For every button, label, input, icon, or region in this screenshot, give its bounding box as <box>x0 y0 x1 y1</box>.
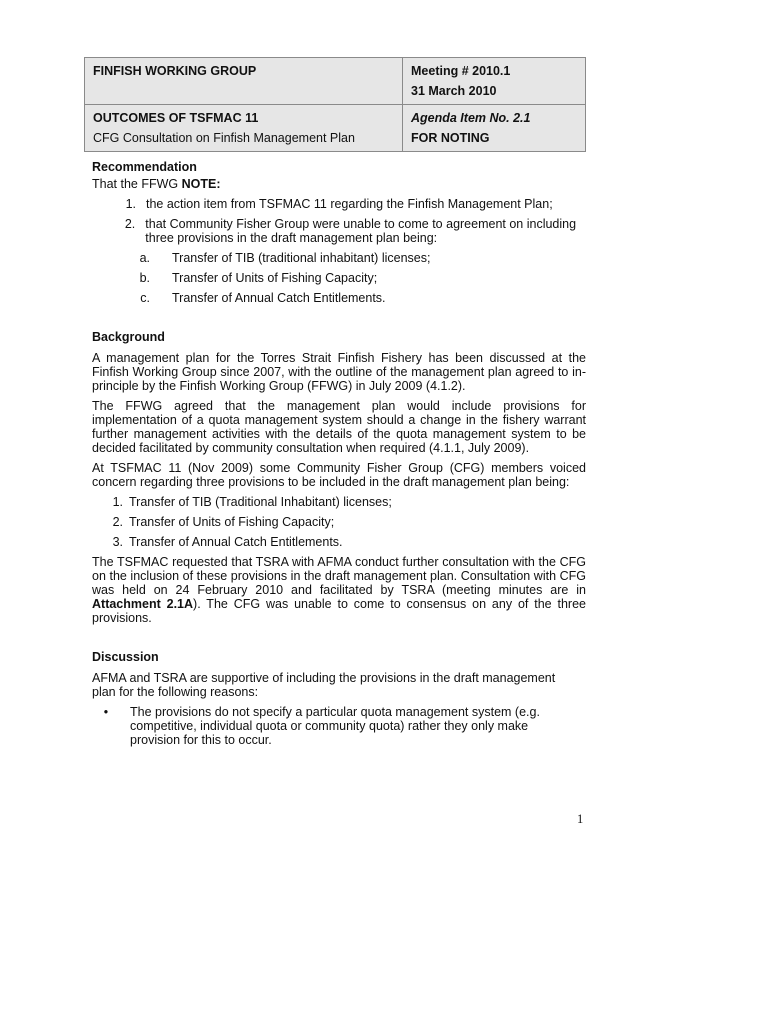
background-paragraph <box>92 555 586 625</box>
recommendation-heading: Recommendation <box>92 160 197 174</box>
list-item <box>92 495 586 509</box>
list-marker: 2. <box>112 515 123 529</box>
list-text: Transfer of Annual Catch Entitlements. <box>129 535 343 549</box>
list-item <box>92 251 586 265</box>
list-text: Transfer of Annual Catch Entitlements. <box>172 291 386 305</box>
list-text: The provisions do not specify a particular quota management system (e.g. competitive, individual quota or community quota) rather they only make provision for this to occur. <box>130 705 540 747</box>
header-meeting-cell <box>403 58 586 105</box>
list-item <box>92 515 586 529</box>
outcomes-title: OUTCOMES OF TSFMAC 11 <box>93 111 259 125</box>
list-item <box>92 271 586 285</box>
meeting-date: 31 March 2010 <box>411 84 497 98</box>
paragraph-text: The TSFMAC requested that TSRA with AFMA conduct further consultation with the CFG on the inclusion of these provisions in the draft management plan. Consultation with CFG was held on 24 February 2010 and facilitated by TSRA (meeting minutes are in <box>92 555 586 597</box>
list-marker: c. <box>140 291 150 305</box>
discussion-heading: Discussion <box>92 650 159 664</box>
working-group-title: FINFISH WORKING GROUP <box>93 64 257 78</box>
list-marker: 2. <box>124 217 136 231</box>
background-paragraph: A management plan for the Torres Strait Finfish Fishery has been discussed at the Finfish Working Group since 2007, with the outline of the management plan agreed to in-principle by the Finfish Working Group (FFWG) in July 2009 (4.1.2). <box>92 351 586 393</box>
list-marker: 3. <box>112 535 123 549</box>
intro-prefix: That the FFWG <box>92 177 182 191</box>
header-group-cell <box>85 58 403 105</box>
recommendation-sublist <box>92 251 586 305</box>
paragraph-text: ). The CFG was unable to come to consensus on any of the three provisions. <box>92 597 586 625</box>
list-item <box>92 197 586 211</box>
background-paragraph: At TSFMAC 11 (Nov 2009) some Community Fisher Group (CFG) members voiced concern regarding three provisions to be included in the draft management plan being: <box>92 461 586 489</box>
background-paragraph: The FFWG agreed that the management plan would include provisions for implementation of a quota management system should a change in the fishery warrant further management activities with the details of the quota management system to be decided facilitated by community consultation when required (4.1.1, July 2009). <box>92 399 586 455</box>
list-item <box>92 217 586 245</box>
recommendation-list <box>92 197 586 245</box>
attachment-reference: Attachment 2.1A <box>92 597 194 611</box>
list-marker: 1. <box>112 495 123 509</box>
list-text: Transfer of Units of Fishing Capacity; <box>172 271 378 285</box>
agenda-item: Agenda Item No. 2.1 <box>411 111 531 125</box>
subject-title: CFG Consultation on Finfish Management Plan <box>93 131 355 145</box>
header-subject-cell <box>85 105 403 152</box>
list-item <box>92 535 586 549</box>
discussion-bullets <box>92 705 586 747</box>
header-table <box>84 57 586 152</box>
list-item <box>92 291 586 305</box>
list-marker: a. <box>139 251 150 265</box>
meeting-number: Meeting # 2010.1 <box>411 64 511 78</box>
for-noting: FOR NOTING <box>411 131 490 145</box>
list-text: Transfer of TIB (Traditional Inhabitant) licenses; <box>129 495 392 509</box>
list-marker: 1. <box>125 197 136 211</box>
list-item <box>92 705 586 747</box>
list-text: Transfer of TIB (traditional inhabitant) licenses; <box>172 251 431 265</box>
list-text: that Community Fisher Group were unable to come to agreement on including three provisions in the draft management plan being: <box>145 217 577 245</box>
provisions-list <box>92 495 586 549</box>
list-text: Transfer of Units of Fishing Capacity; <box>129 515 335 529</box>
list-text: the action item from TSFMAC 11 regarding the Finfish Management Plan; <box>146 197 553 211</box>
bullet-marker: • <box>103 705 109 719</box>
document-body <box>92 157 586 747</box>
list-marker: b. <box>139 271 150 285</box>
recommendation-intro <box>92 177 586 191</box>
intro-note: NOTE: <box>181 177 221 191</box>
background-heading: Background <box>92 330 165 344</box>
page-number: 1 <box>577 812 584 826</box>
header-agenda-cell <box>403 105 586 152</box>
discussion-paragraph: AFMA and TSRA are supportive of including the provisions in the draft management plan for the following reasons: <box>92 671 556 699</box>
